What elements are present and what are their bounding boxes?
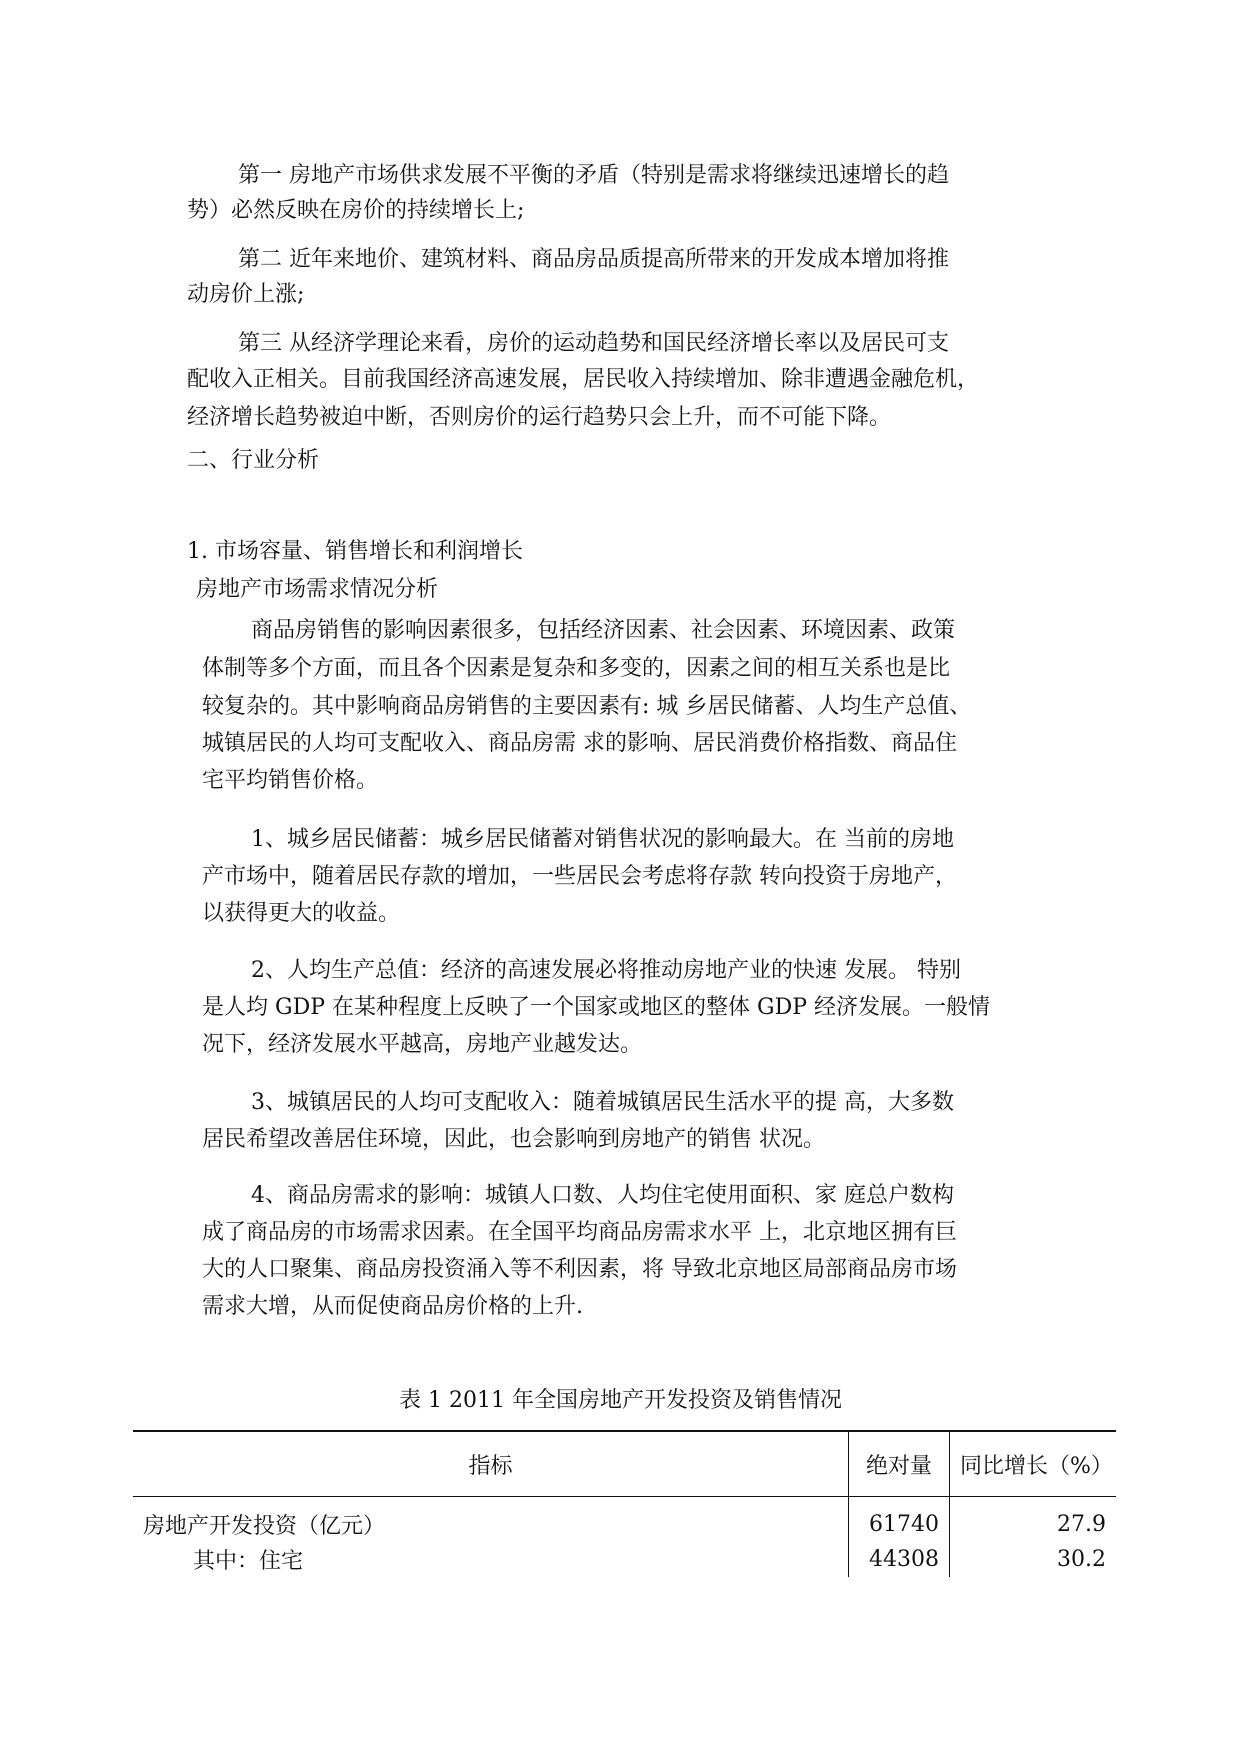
table-row xyxy=(133,1497,1116,1542)
paragraph-line: 城镇居民的人均可支配收入、商品房需 求的影响、居民消费价格指数、商品住 xyxy=(202,731,957,756)
paragraph-line: 第一 房地产市场供求发展不平衡的矛盾（特别是需求将继续迅速增长的趋 xyxy=(238,163,949,188)
row-label: 房地产开发投资（亿元） xyxy=(143,1513,386,1539)
table-caption: 表 1 2011 年全国房地产开发投资及销售情况 xyxy=(399,1388,842,1413)
paragraph-line: 1、城乡居民储蓄：城乡居民储蓄对销售状况的影响最大。在 当前的房地 xyxy=(251,827,954,852)
row-growth: 30.2 xyxy=(950,1541,1117,1577)
paragraph-line: 动房价上涨; xyxy=(187,282,305,307)
row-label: 其中：住宅 xyxy=(193,1548,304,1574)
paragraph-line: 大的人口聚集、商品房投资涌入等不利因素，将 导致北京地区局部商品房市场 xyxy=(202,1257,957,1282)
header-indicator: 指标 xyxy=(133,1431,849,1497)
data-table xyxy=(133,1430,1116,1577)
section-heading: 二、行业分析 xyxy=(187,448,320,473)
row-growth: 27.9 xyxy=(950,1497,1117,1542)
sub-title: 房地产市场需求情况分析 xyxy=(196,577,439,602)
paragraph-line: 以获得更大的收益。 xyxy=(202,901,401,926)
paragraph-line: 2、人均生产总值：经济的高速发展必将推动房地产业的快速 发展。 特别 xyxy=(251,958,961,983)
row-value: 61740 xyxy=(849,1497,950,1542)
paragraph-line: 第三 从经济学理论来看，房价的运动趋势和国民经济增长率以及居民可支 xyxy=(238,331,949,356)
paragraph-line: 商品房销售的影响因素很多，包括经济因素、社会因素、环境因素、政策 xyxy=(251,618,956,643)
paragraph-line: 需求大增，从而促使商品房价格的上升. xyxy=(202,1294,583,1319)
paragraph-line: 配收入正相关。目前我国经济高速发展，居民收入持续增加、除非遭遇金融危机， xyxy=(187,367,980,392)
paragraph-line: 况下，经济发展水平越高，房地产业越发达。 xyxy=(202,1032,643,1057)
paragraph-line: 宅平均销售价格。 xyxy=(202,768,379,793)
header-absolute-value: 绝对量 xyxy=(849,1431,950,1497)
paragraph-line: 是人均 GDP 在某种程度上反映了一个国家或地区的整体 GDP 经济发展。一般情 xyxy=(202,995,991,1020)
row-value: 44308 xyxy=(849,1541,950,1577)
subsection-heading: 1. 市场容量、销售增长和利润增长 xyxy=(187,539,523,564)
paragraph-line: 产市场中，随着居民存款的增加，一些居民会考虑将存款 转向投资于房地产， xyxy=(202,864,957,889)
paragraph-line: 3、城镇居民的人均可支配收入：随着城镇居民生活水平的提 高，大多数 xyxy=(251,1090,954,1115)
paragraph-line: 4、商品房需求的影响：城镇人口数、人均住宅使用面积、家 庭总户数构 xyxy=(251,1183,954,1208)
paragraph-line: 成了商品房的市场需求因素。在全国平均商品房需求水平 上，北京地区拥有巨 xyxy=(202,1220,957,1245)
paragraph-line: 经济增长趋势被迫中断，否则房价的运行趋势只会上升，而不可能下降。 xyxy=(187,405,892,430)
paragraph-line: 势）必然反映在房价的持续增长上; xyxy=(187,198,525,223)
header-yoy-growth: 同比增长（%） xyxy=(950,1431,1117,1497)
table-row xyxy=(133,1541,1116,1577)
paragraph-line: 第二 近年来地价、建筑材料、商品房品质提高所带来的开发成本增加将推 xyxy=(238,247,949,272)
table-header-row xyxy=(133,1431,1116,1497)
paragraph-line: 较复杂的。其中影响商品房销售的主要因素有: 城 乡居民储蓄、人均生产总值、 xyxy=(202,694,972,719)
paragraph-line: 体制等多个方面，而且各个因素是复杂和多变的，因素之间的相互关系也是比 xyxy=(202,656,951,681)
paragraph-line: 居民希望改善居住环境，因此，也会影响到房地产的销售 状况。 xyxy=(202,1127,825,1152)
